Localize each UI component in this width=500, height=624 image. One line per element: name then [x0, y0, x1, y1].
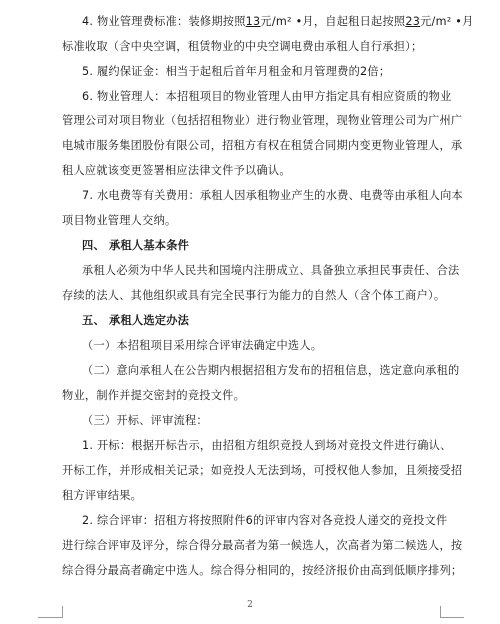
text-line	[62, 89, 462, 105]
section-heading	[62, 238, 462, 254]
text-line	[62, 113, 463, 129]
text-run: 租方评审结果。	[62, 489, 143, 502]
text-run: 存续的法人、其他组织或具有完全民事行为能力的自然人（含个体工商户）。	[62, 289, 446, 302]
text-run: 租人应就该变更签署相应法律文件予以确认。	[62, 164, 291, 177]
text-run: 1. 开标：根据开标告示，由招租方组织竞投人到场对竞投文件进行确认、	[82, 439, 452, 452]
crop-mark-bottom-left-h	[38, 617, 62, 618]
text-line	[62, 64, 462, 80]
text-run: （三）开标、评审流程：	[82, 414, 208, 427]
text-line	[62, 513, 462, 529]
text-run: 5. 履约保证金：相当于起租后首年月租金和月管理费的2倍；	[82, 65, 391, 78]
text-run: 承租人必须为中华人民共和国境内注册成立、具备独立承担民事责任、合法	[82, 264, 460, 277]
text-line	[62, 263, 462, 279]
text-line	[62, 39, 442, 55]
underlined-value: 23	[405, 15, 421, 28]
text-run: （一）本招租项目采用综合评审法确定中选人。	[82, 339, 323, 352]
underlined-value: 13	[245, 15, 261, 28]
text-run: 4. 物业管理费标准：装修期按照	[82, 15, 246, 28]
text-run: （二）意向承租人在公告期内根据招租方发布的招租信息，选定意向承租的	[82, 364, 460, 377]
text-line	[62, 338, 462, 354]
text-line	[62, 463, 463, 479]
text-line	[62, 488, 442, 504]
text-line	[62, 538, 463, 554]
text-run: 6. 物业管理人：本招租项目的物业管理人由甲方指定具有相应资质的物业	[82, 90, 452, 103]
text-run: 物业，制作并提交密封的竞投文件。	[62, 389, 246, 402]
text-run: 元/m² •月	[420, 15, 474, 28]
text-run: 标准收取（含中央空调，租赁物业的中央空调电费由承租人自行承担）；	[62, 40, 423, 53]
section-heading	[62, 313, 462, 329]
text-line	[62, 213, 442, 229]
text-run: 进行综合评审及评分，综合得分最高者为第一候选人，次高者为第二候选人，按	[62, 539, 463, 552]
page-number: 2	[247, 600, 253, 610]
text-run: 四、 承租人基本条件	[82, 239, 190, 252]
text-line	[62, 438, 462, 454]
text-run: 五、 承租人选定办法	[82, 314, 190, 327]
text-run: 7. 水电费等有关费用：承租人因承租物业产生的水费、电费等由承租人向本	[82, 189, 463, 202]
text-line	[62, 288, 446, 304]
text-line	[62, 563, 463, 579]
text-line	[62, 163, 442, 179]
text-run: 综合得分最高者确定中选人。综合得分相同的，按经济报价由高到低顺序排列；	[62, 564, 463, 577]
text-line	[62, 363, 462, 379]
text-run: 项目物业管理人交纳。	[62, 214, 177, 227]
text-line	[62, 413, 462, 429]
text-run: 开标工作，并形成相关记录；如竞投人无法到场，可授权他人参加，且须接受招	[62, 464, 463, 477]
text-line	[62, 388, 442, 404]
text-run: 电城市服务集团股份有限公司，招租方有权在租赁合同期内变更物业管理人，承	[62, 139, 463, 152]
text-run: 管理公司对项目物业（包括招租物业）进行物业管理，现物业管理公司为广州广	[62, 114, 463, 127]
text-line	[62, 138, 463, 154]
text-line	[62, 188, 462, 204]
crop-mark-bottom-right-h	[440, 617, 464, 618]
text-run: 元/m² •月，自起租日起按照	[260, 15, 406, 28]
text-run: 2. 综合评审：招租方将按照附件6的评审内容对各竞投人递交的竞投文件	[82, 514, 448, 527]
text-line	[62, 14, 474, 30]
